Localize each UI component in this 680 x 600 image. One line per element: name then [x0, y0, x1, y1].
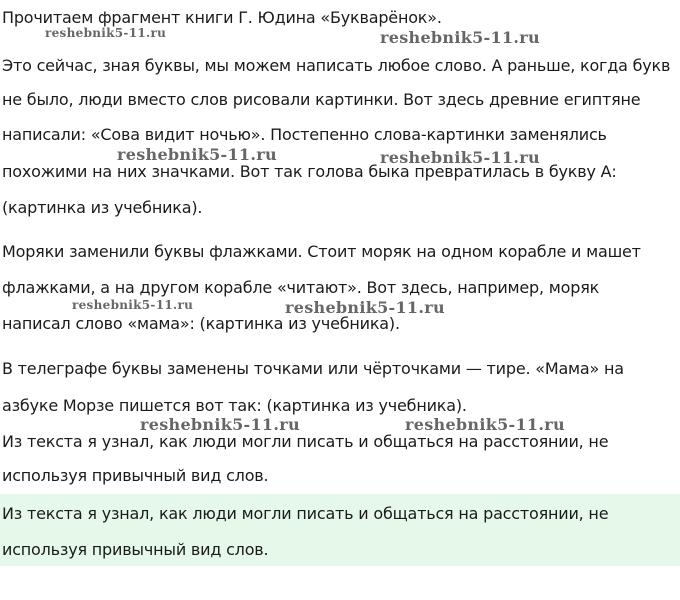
conclusion-line-1: Из текста я узнал, как люди могли писать и общаться на расстоянии, не [2, 432, 609, 451]
intro-line-6: (картинка из учебника). [2, 198, 203, 217]
telegraph-line-2: азбуке Морзе пишется вот так: (картинка из учебника). [2, 396, 467, 415]
conclusion-line-2: используя привычный вид слов. [2, 466, 269, 485]
answer-line-2: используя привычный вид слов. [2, 540, 269, 559]
intro-line-2: Это сейчас, зная буквы, мы можем написать любое слово. А раньше, когда букв [2, 56, 671, 75]
sailors-line-2: флажками, а на другом корабле «читают». Вот здесь, например, моряк [2, 278, 600, 297]
sailors-line-1: Моряки заменили буквы флажками. Стоит моряк на одном корабле и машет [2, 242, 641, 261]
watermark: reshebnik5-11.ru [45, 26, 167, 40]
watermark: reshebnik5-11.ru [285, 298, 445, 317]
watermark: reshebnik5-11.ru [117, 145, 277, 164]
telegraph-line-1: В телеграфе буквы заменены точками или чёрточками — тире. «Мама» на [2, 359, 624, 378]
intro-line-3: не было, люди вместо слов рисовали картинки. Вот здесь древние египтяне [2, 90, 641, 109]
intro-line-1: Прочитаем фрагмент книги Г. Юдина «Букварёнок». [2, 8, 442, 27]
watermark: reshebnik5-11.ru [380, 28, 540, 47]
answer-block [0, 494, 680, 566]
watermark: reshebnik5-11.ru [405, 415, 565, 434]
intro-line-5: похожими на них значками. Вот так голова быка превратилась в букву А: [2, 162, 617, 181]
watermark: reshebnik5-11.ru [380, 148, 540, 167]
answer-line-1: Из текста я узнал, как люди могли писать и общаться на расстоянии, не [2, 504, 609, 523]
sailors-line-3: написал слово «мама»: (картинка из учебника). [2, 314, 400, 333]
watermark: reshebnik5-11.ru [72, 298, 194, 312]
intro-line-4: написали: «Сова видит ночью». Постепенно слова-картинки заменялись [2, 125, 607, 144]
watermark: reshebnik5-11.ru [140, 415, 300, 434]
